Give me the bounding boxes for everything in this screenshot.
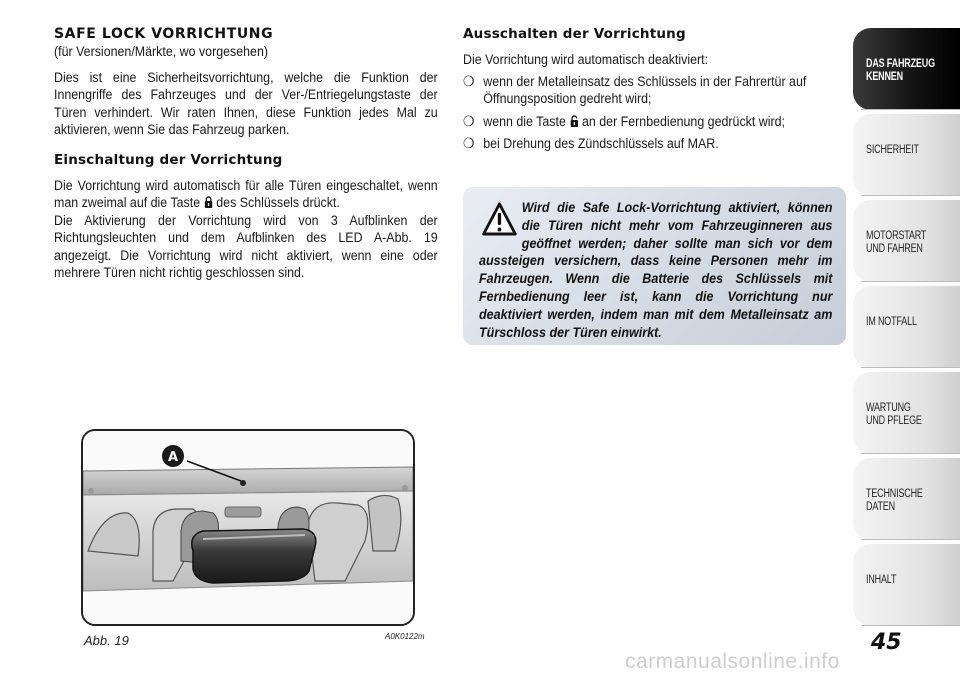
warning-triangle-icon: [479, 199, 522, 249]
lock-icon: [204, 195, 213, 207]
bullet-circle-icon: ❍: [463, 112, 475, 129]
left-column: [54, 26, 438, 282]
warning-text-block: [479, 199, 832, 341]
right-column: [463, 26, 845, 158]
deactivation-list: [463, 73, 845, 153]
intro-paragraph: Dies ist eine Sicherheitsvorrichtung, welche die Funktion der Innengriffe des Fahrzeuges und der Ver-/Entriegelungstaste der Türen verhindert. Wir raten Ihnen, diese Funktion jedes Mal zu aktivieren, wenn Sie das Fahrzeug parken.: [54, 69, 438, 137]
page-number: 45: [871, 630, 902, 655]
bullet-circle-icon: ❍: [463, 135, 475, 151]
list-item-text: bei Drehung des Zündschlüssels auf MAR.: [483, 136, 719, 151]
callout-a-label: A: [167, 450, 179, 465]
activation-paragraph: [54, 177, 438, 212]
activation-text-after: des Schlüssels drückt.: [216, 195, 340, 210]
figure-door-handle: [81, 429, 415, 626]
subtitle-versions: (für Versionen/Märkte, wo vorgesehen): [54, 44, 269, 59]
warning-box: [463, 187, 846, 345]
tab-sicherheit[interactable]: [853, 114, 960, 196]
tab-das-fahrzeug-kennen[interactable]: [853, 28, 960, 110]
list-item: [463, 73, 845, 108]
tab-motorstart-und-fahren[interactable]: [853, 200, 960, 282]
list-item: [463, 113, 845, 131]
door-handle-illustration: [83, 431, 413, 624]
section-title-safe-lock: SAFE LOCK VORRICHTUNG: [54, 26, 274, 42]
list-item-text-after: an der Fernbedienung gedrückt wird;: [582, 113, 785, 129]
bullet-circle-icon: ❍: [463, 72, 475, 89]
warning-text: Wird die Safe Lock-Vorrichtung aktiviert, können die Türen nicht mehr vom Fahrzeuginneren aus geöffnet werden; daher sollte man sich vor dem aussteigen versichern, dass keine Personen mehr im Fahrzeugen. Wenn die Batterie des Schlüssels mit Fernbedienung leer ist, kann die Vorrichtung nur deaktiviert werden, indem man mit dem Metalleinsatz am Türschloss der Türen einwirkt.: [479, 200, 833, 340]
tab-inhalt[interactable]: [853, 544, 960, 626]
tab-im-notfall[interactable]: [853, 286, 960, 368]
list-item-text: wenn der Metalleinsatz des Schlüssels in der Fahrertür auf Öffnungsposition gedreht wird;: [483, 73, 807, 106]
tab-label: MOTORSTART UND FAHREN: [866, 230, 927, 255]
deactivation-intro: Die Vorrichtung wird automatisch deaktiviert:: [463, 52, 709, 67]
figure-caption: Abb. 19: [84, 633, 129, 648]
list-item-text-before: wenn die Taste: [483, 113, 566, 129]
watermark: carmanualsonline.info: [625, 650, 840, 673]
tab-label: INHALT: [866, 574, 897, 586]
section-heading-deactivation: Ausschalten der Vorrichtung: [463, 26, 686, 42]
figure-code: A0K0122m: [385, 632, 425, 641]
tab-label: IM NOTFALL: [866, 316, 917, 328]
list-item: [463, 135, 845, 153]
unlock-icon: [569, 114, 578, 126]
tab-label: SICHERHEIT: [866, 144, 919, 156]
section-heading-activation: Einschaltung der Vorrichtung: [54, 151, 283, 168]
tab-label: TECHNISCHE DATEN: [866, 488, 923, 513]
activation-text-before: Die Vorrichtung wird automatisch für alle Türen eingeschaltet, wenn man zweimal auf die Taste: [54, 177, 438, 210]
tab-label: DAS FAHRZEUG KENNEN: [866, 58, 935, 83]
activation-indicator-paragraph: Die Aktivierung der Vorrichtung wird von 3 Aufblinken der Richtungsleuchten und dem Aufblinken des LED A-Abb. 19 angezeigt. Die Vorrichtung wird nicht aktiviert, wenn eine oder mehrere Türen nicht richtig geschlossen sind.: [54, 212, 438, 280]
tab-label: WARTUNG UND PFLEGE: [866, 402, 922, 427]
tab-wartung-und-pflege[interactable]: [853, 372, 960, 454]
tab-technische-daten[interactable]: [853, 458, 960, 540]
chapter-sidebar: [853, 28, 960, 648]
